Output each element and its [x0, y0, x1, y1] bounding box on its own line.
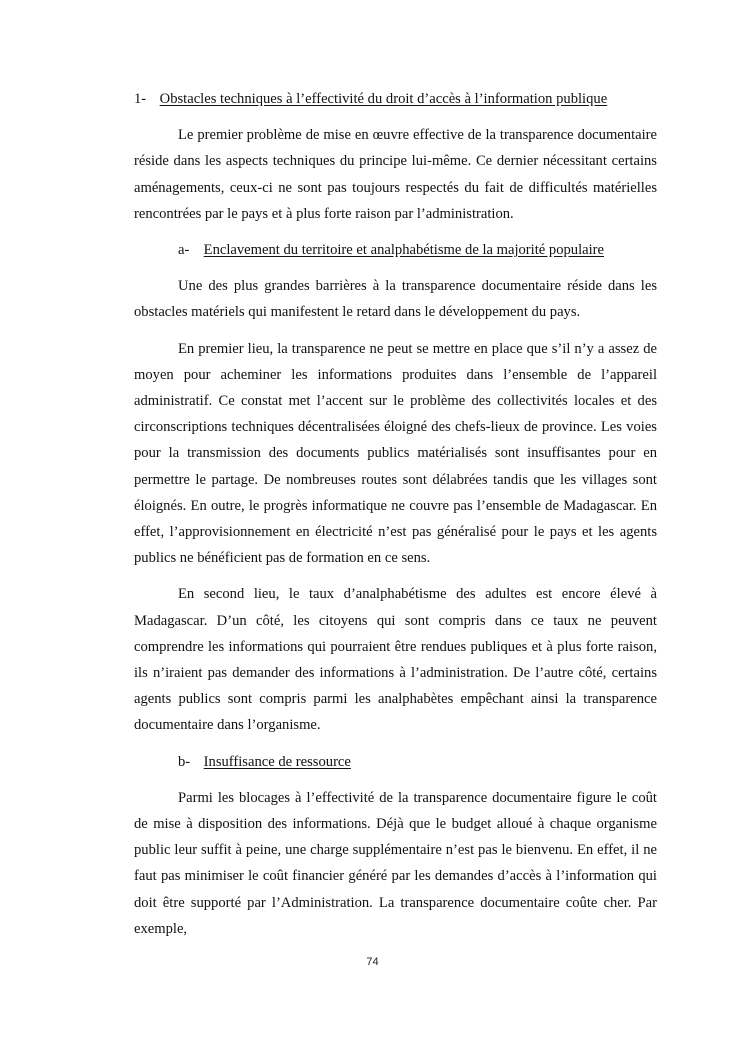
- page-content: [134, 86, 657, 952]
- section-title: Obstacles techniques à l’effectivité du droit d’accès à l’information publique: [159, 91, 608, 107]
- section-heading: [134, 86, 657, 112]
- subsection-a-number: a-: [178, 242, 190, 259]
- subsection-a-paragraph-2: En premier lieu, la transparence ne peut se mettre en place que s’il n’y a assez de moyen pour acheminer les informations produites dans l’ensemble de l’appareil administratif. Ce constat met l’accent sur le problème des collectivités locales et des circonscriptions techniques décentralisées éloigné des chefs-lieux de province. Les voies pour la transmission des documents publics matérialisés sont insuffisantes pour en permettre le partage. De nombreuses routes sont délabrées tandis que les villages sont éloignés. En outre, le progrès informatique ne couvre pas l’ensemble de Madagascar. En effet, l’approvisionnement en électricité n’est pas généralisé pour le pays et les agents publics ne bénéficient pas de formation en ce sens.: [134, 340, 657, 567]
- subsection-b-title: Insuffisance de ressource: [203, 753, 351, 770]
- subsection-a-heading: [134, 237, 657, 263]
- subsection-b-paragraph-1: Parmi les blocages à l’effectivité de la transparence documentaire figure le coût de mise à disposition des informations. Déjà que le budget alloué à chaque organisme public leur suffit à peine, une charge supplémentaire n’est pas le bienvenu. En effet, il ne faut pas minimiser le coût financier généré par les demandes d’accès à l’information qui doit être supporté par l’Administration. La transparence documentaire coûte cher. Par exemple,: [134, 789, 657, 937]
- subsection-a-paragraph-3: En second lieu, le taux d’analphabétisme des adultes est encore élevé à Madagascar. D’un côté, les citoyens qui sont compris dans ce taux ne peuvent comprendre les informations qui pourraient être rendues publiques et à plus forte raison, ils n’iraient pas demander des informations à l’administration. De l’autre côté, certains agents publics sont compris parmi les analphabètes empêchant ainsi la transparence documentaire dans l’organisme.: [134, 586, 657, 734]
- page-number: 74: [366, 956, 379, 968]
- subsection-a-paragraph-1: Une des plus grandes barrières à la transparence documentaire réside dans les obstacles matériels qui manifestent le retard dans le développement du pays.: [134, 278, 657, 321]
- section-intro-paragraph: Le premier problème de mise en œuvre effective de la transparence documentaire réside dans les aspects techniques du principe lui-même. Ce dernier nécessitant certains aménagements, ceux-ci ne sont pas toujours respectés du fait de difficultés matérielles rencontrées par le pays et à plus forte raison par l’administration.: [134, 127, 657, 222]
- section-number: 1-: [134, 91, 147, 107]
- subsection-b-number: b-: [178, 753, 191, 770]
- subsection-a-title: Enclavement du territoire et analphabétisme de la majorité populaire: [203, 242, 605, 259]
- subsection-b-heading: [134, 749, 657, 775]
